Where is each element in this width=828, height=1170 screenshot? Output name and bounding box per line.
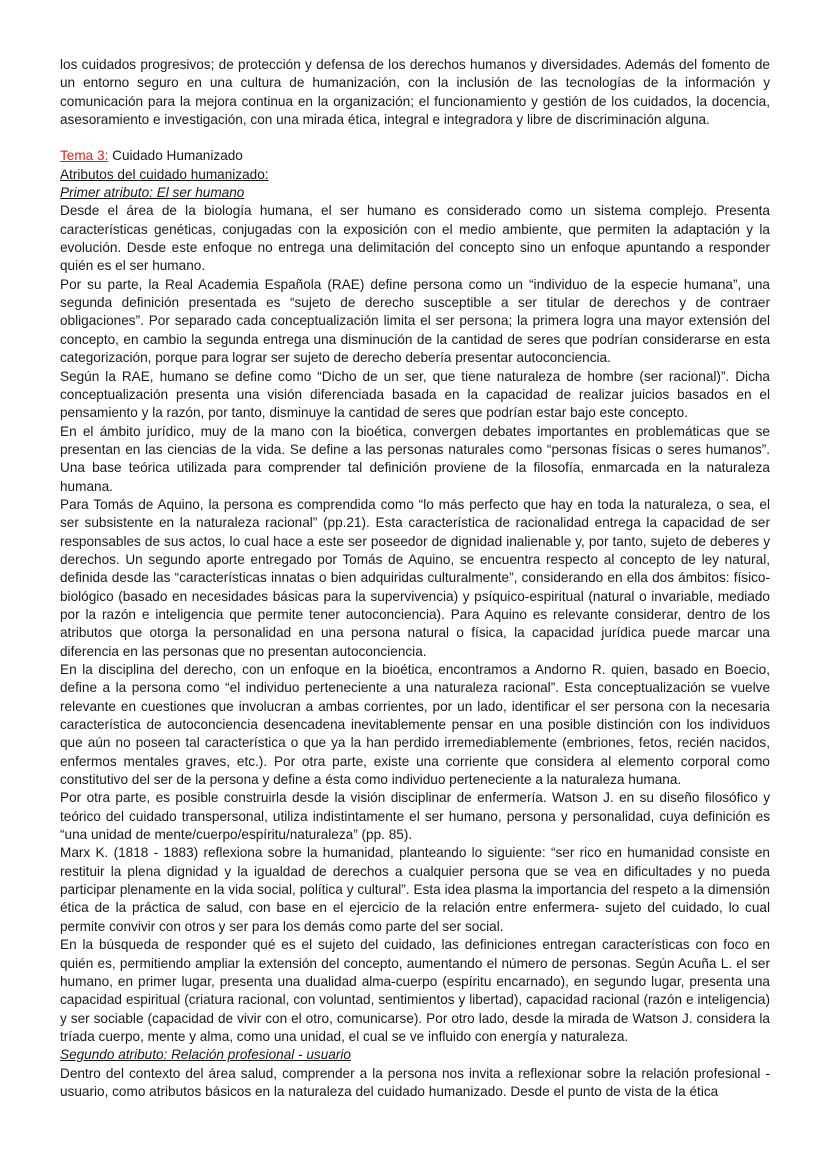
spacer xyxy=(60,129,770,147)
attribute1-paragraph-4: En el ámbito jurídico, muy de la mano con la bioética, convergen debates importantes en problemáticas que se presentan en las ciencias de la vida. Se define a las personas naturales como “personas físicas o seres humanos”. Una base teórica utilizada para comprender tal definición proviene de la filosofía, enmarcada en la naturaleza humana. xyxy=(60,423,770,494)
attribute1-title: Primer atributo: El ser humano xyxy=(60,185,245,201)
attribute1-paragraph-1: Desde el área de la biología humana, el ser humano es considerado como un sistema complejo. Presenta características genéticas, conjugadas con la exposición con el medio ambiente, que permiten la adaptación y la evolución. Desde este enfoque no entrega una delimitación del concepto sino un enfoque apuntando a responder quién es el ser humano. xyxy=(60,203,770,274)
attribute1-paragraph-8: Marx K. (1818 - 1883) reflexiona sobre la humanidad, planteando lo siguiente: “ser rico en humanidad consiste en restituir la plena dignidad y la igualdad de derechos a cualquier persona que se vea en dificultades y no pueda participar plenamente en la vida social, política y cultural”. Esta idea plasma la importancia del respeto a la dimensión ética de la práctica de salud, con base en el ejercicio de la relación entre enfermera- sujeto del cuidado, lo cual permite convivir con otros y ser para los demás como parte del ser social. xyxy=(60,845,770,934)
attribute1-paragraph-6: En la disciplina del derecho, con un enfoque en la bioética, encontramos a Andorno R. quien, basado en Boecio, define a la persona como “el individuo perteneciente a una naturaleza racional”. Esta conceptualización se vuelve relevante en cuestiones que involucran a ambas corrientes, por un lado, identificar el ser persona con la necesaria característica de autoconciencia desencadena inevitablemente pensar en una posible distinción con los individuos que aún no poseen tal característica o que ya la han perdido irremediablemente (embriones, fetos, recién nacidos, enfermos mentales graves, etc.). Por otra parte, existe una corriente que considera al elemento corporal como constitutivo del ser de la persona y define a ésta como individuo perteneciente a la naturaleza humana. xyxy=(60,662,770,788)
intro-paragraph: los cuidados progresivos; de protección y defensa de los derechos humanos y diversidades. Además del fomento de un entorno seguro en una cultura de humanización, con la inclusión de las tecnologías de la información y comunicación para la mejora continua en la organización; el funcionamiento y gestión de los cuidados, la docencia, asesoramiento e investigación, con una mirada ética, integral e integradora y libre de discriminación alguna. xyxy=(60,57,770,128)
attribute2-title: Segundo atributo: Relación profesional - usuario xyxy=(60,1047,351,1063)
attribute1-paragraph-2: Por su parte, la Real Academia Española (RAE) define persona como un “individuo de la especie humana”, una segunda definición presentada es “sujeto de derecho susceptible a ser titular de derechos y de contraer obligaciones”. Por separado cada conceptualización limita el ser persona; la primera logra una mayor extensión del concepto, en cambio la segunda entrega una disminución de la cantidad de seres que podrían considerarse en esta categorización, porque para lograr ser sujeto de derecho debería presentar autoconciencia. xyxy=(60,276,770,366)
topic-heading xyxy=(60,147,770,165)
topic-title: Cuidado Humanizado xyxy=(108,148,243,164)
attribute1-paragraph-9: En la búsqueda de responder qué es el sujeto del cuidado, las definiciones entregan características con foco en quién es, permitiendo ampliar la extensión del concepto, aumentando el número de personas. Según Acuña L. el ser humano, en primer lugar, presenta una dualidad alma-cuerpo (espíritu encarnado), en segundo lugar, presenta una capacidad espiritual (criatura racional, con voluntad, sentimientos y libertad), capacidad racional (razón e inteligencia) y ser sociable (capacidad de vivir con el otro, comunicarse). Por otro lado, desde la mirada de Watson J. considera la tríada cuerpo, mente y alma, como una unidad, el cual se ve influido con energía y naturaleza. xyxy=(60,937,770,1044)
attribute1-paragraph-3: Según la RAE, humano se define como “Dicho de un ser, que tiene naturaleza de hombre (ser racional)”. Dicha conceptualización presenta una visión diferenciada basada en la capacidad de realizar juicios basados en el pensamiento y la razón, por tanto, disminuye la cantidad de seres que podrían estar bajo este concepto. xyxy=(60,368,770,421)
topic-label: Tema 3: xyxy=(60,148,109,164)
attribute1-paragraph-5: Para Tomás de Aquino, la persona es comprendida como “lo más perfecto que hay en toda la naturaleza, o sea, el ser subsistente en la naturaleza racional” (pp.21). Esta característica de racionalidad entrega la capacidad de ser responsables de sus actos, lo cual hace a este ser poseedor de dignidad inalienable y, por tanto, sujeto de deberes y derechos. Un segundo aporte entregado por Tomás de Aquino, se encuentra respecto al concepto de ley natural, definida desde las “características innatas o bien adquiridas culturalmente”, considerando en ella dos ámbitos: físico-biológico (basado en necesidades básicas para la supervivencia) y psíquico-espiritual (natural o invariable, mediado por la razón e inteligencia que permite tener autoconciencia). Para Aquino es relevante considerar, dentro de los atributos que otorga la personalidad en una persona natural o física, la capacidad jurídica puede marcar una diferencia en las personas que no presentan autoconciencia. xyxy=(60,496,770,659)
attribute1-paragraph-7: Por otra parte, es posible construirla desde la visión disciplinar de enfermería. Watson J. en su diseño filosófico y teórico del cuidado transpersonal, utiliza indistintamente el ser humano, persona y personalidad, cuya definición es “una unidad de mente/cuerpo/espíritu/naturaleza” (pp. 85). xyxy=(60,790,770,843)
attribute2-paragraph-1: Dentro del contexto del área salud, comprender a la persona nos invita a reflexionar sobre la relación profesional - usuario, como atributos básicos en la naturaleza del cuidado humanizado. Desde el punto de vista de la ética xyxy=(60,1065,770,1099)
section-heading: Atributos del cuidado humanizado: xyxy=(60,166,269,182)
